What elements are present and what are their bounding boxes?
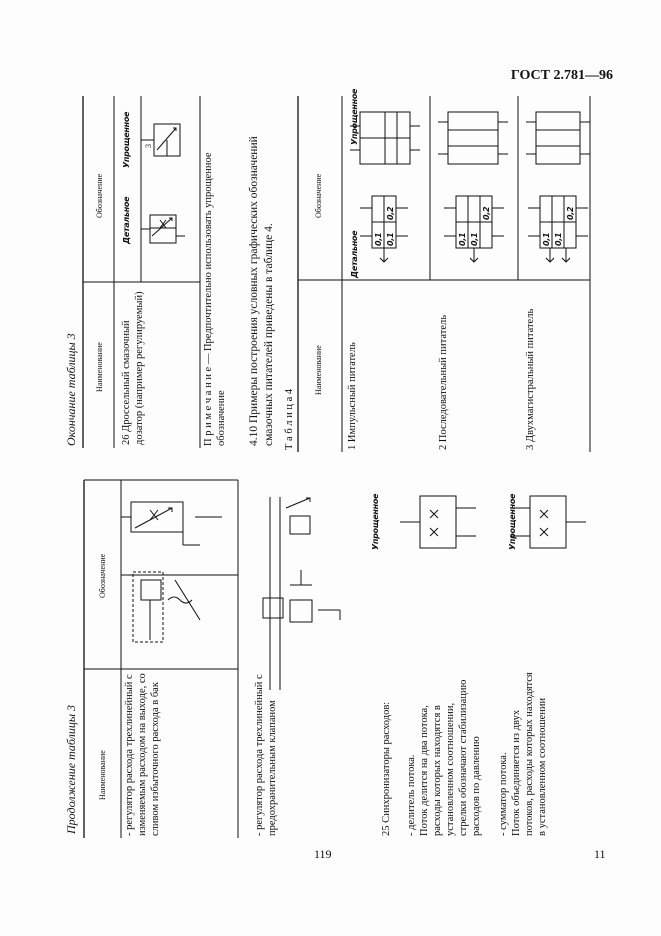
dosing-simple-num: 3: [144, 144, 153, 148]
table4-row-1-name: 1 Импульсный питатель: [347, 342, 358, 450]
flow-divider-symbol: [400, 496, 476, 548]
page-number-left: 119: [314, 847, 332, 861]
table4-col-symbol-header: Обозначение: [314, 173, 323, 218]
divider-simple-label: Упрощенное: [371, 493, 380, 550]
sequential-feeder-simple: [438, 112, 508, 164]
table4-caption: Т а б л и ц а 4: [284, 388, 295, 450]
table4-simple-label: Упрощенное: [350, 88, 359, 145]
right-note: П р и м е ч а н и е — Предпочтительно использовать упрощенное обозначение: [203, 152, 227, 446]
table4-col-name-header: Наименование: [314, 345, 323, 395]
flow-summator-symbol: [508, 493, 586, 550]
summator-simple-label: Упрощенное: [508, 493, 517, 550]
table4-row-2-name: 2 Последовательный питатель: [438, 314, 449, 450]
seq-cell-2: 0,1: [470, 232, 479, 246]
right-top-caption: Окончание таблицы 3: [64, 333, 78, 446]
left-col-name-header: Наименование: [98, 750, 107, 800]
left-row-3-name: 25 Синхронизаторы расходов:: [381, 701, 392, 836]
left-row-4-name: - делитель потока. Поток делится на два потока, расходы которых находятся в установленном соотношении, стрелки обозначают стабилизацию расходов по давлению: [406, 679, 482, 836]
dosing-simple-symbol: [141, 124, 180, 156]
dosing-detail-symbol: [141, 215, 185, 243]
seq-cell-3: 0,2: [482, 206, 491, 220]
pulse-cell-3: 0,2: [386, 206, 395, 220]
left-col-symbol-header: Обозначение: [98, 553, 107, 598]
pulse-cell-1: 0,1: [374, 232, 383, 246]
dosing-simple-label: Упрощенное: [122, 111, 131, 168]
right-col-name-header: Наименование: [95, 342, 104, 392]
twoline-cell-1: 0,1: [542, 232, 551, 246]
right-col-symbol-header: Обозначение: [95, 173, 104, 218]
page-header: ГОСТ 2.781—96: [510, 68, 613, 83]
regulator-safety-symbol: [121, 497, 340, 690]
two-line-feeder-simple: [526, 112, 590, 164]
sequential-feeder-detail: [444, 196, 504, 262]
pulse-feeder-detail: [360, 196, 408, 262]
page-number-right: 11: [594, 847, 606, 861]
table4-row-3-name: 3 Двухмагистральный питатель: [525, 308, 536, 450]
paragraph-4-10: 4.10 Примеры построения условных графических обозначений смазочных питателей приведены в таблице 4.: [248, 136, 275, 446]
left-table-caption: Продолжение таблицы 3: [64, 704, 78, 834]
table4-detail-label: Детальное: [350, 230, 359, 278]
twoline-cell-2: 0,1: [554, 232, 563, 246]
pulse-cell-2: 0,1: [386, 232, 395, 246]
dosing-detail-label: Детальное: [122, 196, 131, 244]
left-row-2-name: - регулятор расхода трехлинейный с предохранительным клапаном: [254, 674, 278, 836]
twoline-cell-3: 0,2: [566, 206, 575, 220]
pulse-feeder-simple: [350, 112, 420, 164]
regulator-overflow-symbol: [121, 502, 222, 642]
left-row-1-name: - регулятор расхода трехлинейный с изменяемым расходом на выходе, со сливом избыточного расхода в бак: [124, 673, 161, 836]
left-row-5-name: - сумматор потока. Поток объединяется из двух потоков, расходы которых находятся в установленном соотношении: [498, 672, 548, 836]
right-row-26-name: 26 Дроссельный смазочный дозатор (например регулируемый): [121, 291, 145, 445]
seq-cell-1: 0,1: [458, 232, 467, 246]
two-line-feeder-detail: [528, 196, 588, 262]
